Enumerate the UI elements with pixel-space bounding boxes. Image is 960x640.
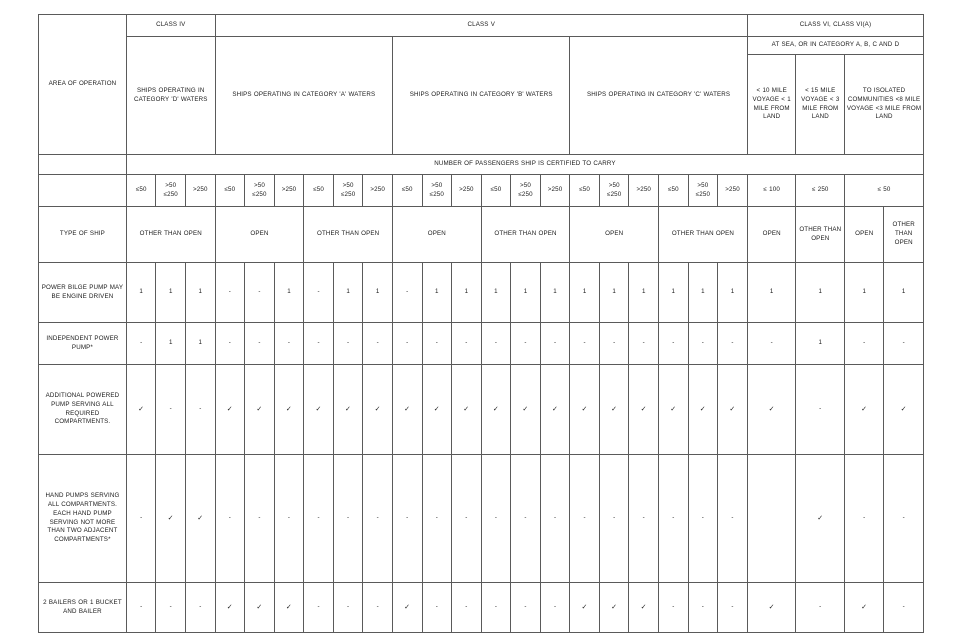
data-cell: - xyxy=(363,455,393,583)
data-cell: - xyxy=(245,455,275,583)
passenger-header-16: >50 ≤250 xyxy=(599,175,629,207)
table-row xyxy=(39,583,924,633)
data-cell: - xyxy=(884,323,924,365)
data-cell: - xyxy=(452,455,482,583)
class-header-1: CLASS V xyxy=(215,15,747,37)
data-cell: ✓ xyxy=(570,365,600,455)
data-cell: - xyxy=(659,323,689,365)
data-cell: - xyxy=(363,583,393,633)
type-of-ship-header-6: OTHER THAN OPEN xyxy=(659,207,748,263)
data-cell: ✓ xyxy=(629,583,659,633)
data-cell: - xyxy=(304,583,334,633)
passenger-header-2: >250 xyxy=(186,175,216,207)
data-cell: - xyxy=(215,263,245,323)
table-row xyxy=(39,323,924,365)
type-of-ship-header-0: OTHER THAN OPEN xyxy=(126,207,215,263)
operation-header-4: < 10 MILE VOYAGE < 1 MILE FROM LAND xyxy=(747,55,796,155)
data-cell: 1 xyxy=(363,263,393,323)
data-cell: 1 xyxy=(156,323,186,365)
data-cell: ✓ xyxy=(392,583,422,633)
data-cell: - xyxy=(718,455,748,583)
data-cell: ✓ xyxy=(688,365,718,455)
data-cell: - xyxy=(570,455,600,583)
data-cell: - xyxy=(796,583,845,633)
data-cell: 1 xyxy=(884,263,924,323)
data-cell: ✓ xyxy=(274,365,304,455)
type-of-ship-header-8: OTHER THAN OPEN xyxy=(796,207,845,263)
data-cell: 1 xyxy=(796,323,845,365)
passenger-header-0: ≤50 xyxy=(126,175,156,207)
data-cell: ✓ xyxy=(126,365,156,455)
data-cell: - xyxy=(452,323,482,365)
passenger-header-5: >250 xyxy=(274,175,304,207)
table-row xyxy=(39,365,924,455)
data-cell: 1 xyxy=(747,263,796,323)
data-cell: - xyxy=(747,323,796,365)
table-row xyxy=(39,263,924,323)
data-cell: 1 xyxy=(659,263,689,323)
data-cell: 1 xyxy=(570,263,600,323)
type-of-ship-header-1: OPEN xyxy=(215,207,304,263)
data-cell: - xyxy=(884,455,924,583)
data-cell: - xyxy=(156,365,186,455)
data-cell: 1 xyxy=(688,263,718,323)
data-cell: ✓ xyxy=(747,583,796,633)
data-cell: ✓ xyxy=(570,583,600,633)
data-cell: ✓ xyxy=(629,365,659,455)
data-cell: ✓ xyxy=(333,365,363,455)
data-cell xyxy=(747,455,796,583)
table-row xyxy=(39,455,924,583)
type-of-ship-header-9: OPEN xyxy=(845,207,884,263)
data-cell: 1 xyxy=(481,263,511,323)
data-cell: ✓ xyxy=(245,583,275,633)
data-cell: - xyxy=(511,455,541,583)
passenger-header-8: >250 xyxy=(363,175,393,207)
data-cell: - xyxy=(126,583,156,633)
type-of-ship-header-10: OTHER THAN OPEN xyxy=(884,207,924,263)
row-label: INDEPENDENT POWER PUMP* xyxy=(39,323,127,365)
data-cell: - xyxy=(333,323,363,365)
data-cell: - xyxy=(629,323,659,365)
passenger-header-23: ≤ 50 xyxy=(845,175,924,207)
data-cell: ✓ xyxy=(215,583,245,633)
data-cell: - xyxy=(422,455,452,583)
data-cell: - xyxy=(186,365,216,455)
type-of-ship-header-5: OPEN xyxy=(570,207,659,263)
passenger-header-10: >50 ≤250 xyxy=(422,175,452,207)
type-of-ship-header-4: OTHER THAN OPEN xyxy=(481,207,570,263)
data-cell: ✓ xyxy=(452,365,482,455)
passenger-header-11: >250 xyxy=(452,175,482,207)
data-cell: ✓ xyxy=(363,365,393,455)
row-label: 2 BAILERS OR 1 BUCKET AND BAILER xyxy=(39,583,127,633)
data-cell: 1 xyxy=(186,263,216,323)
bilge-pump-requirements-table xyxy=(38,14,924,633)
data-cell: - xyxy=(540,323,570,365)
data-cell: - xyxy=(245,323,275,365)
data-cell: - xyxy=(333,583,363,633)
data-cell: - xyxy=(481,583,511,633)
data-cell: - xyxy=(304,455,334,583)
data-cell: ✓ xyxy=(599,365,629,455)
operation-header-5: < 15 MILE VOYAGE < 3 MILE FROM LAND xyxy=(796,55,845,155)
data-cell: - xyxy=(452,583,482,633)
class-header-row xyxy=(39,15,924,37)
data-cell: - xyxy=(186,583,216,633)
data-cell: - xyxy=(392,455,422,583)
data-cell: - xyxy=(392,263,422,323)
data-cell: - xyxy=(274,323,304,365)
data-cell: - xyxy=(540,455,570,583)
passenger-header-9: ≤50 xyxy=(392,175,422,207)
data-cell: - xyxy=(392,323,422,365)
data-cell: - xyxy=(659,455,689,583)
operation-header-2: SHIPS OPERATING IN CATEGORY 'B' WATERS xyxy=(392,37,569,155)
data-cell: - xyxy=(215,455,245,583)
data-cell: - xyxy=(126,323,156,365)
data-cell: - xyxy=(599,323,629,365)
data-cell: 1 xyxy=(452,263,482,323)
data-cell: 1 xyxy=(599,263,629,323)
data-cell: - xyxy=(688,583,718,633)
blank-corner-cell-2 xyxy=(39,175,127,207)
data-cell: ✓ xyxy=(884,365,924,455)
passenger-header-15: ≤50 xyxy=(570,175,600,207)
data-cell: - xyxy=(570,323,600,365)
data-cell: - xyxy=(215,323,245,365)
passenger-header-22: ≤ 250 xyxy=(796,175,845,207)
data-cell: ✓ xyxy=(540,365,570,455)
data-cell: ✓ xyxy=(481,365,511,455)
data-cell: - xyxy=(599,455,629,583)
operation-header-0: SHIPS OPERATING IN CATEGORY 'D' WATERS xyxy=(126,37,215,155)
data-cell: 1 xyxy=(629,263,659,323)
operation-header-3: SHIPS OPERATING IN CATEGORY 'C' WATERS xyxy=(570,37,748,155)
data-cell: ✓ xyxy=(156,455,186,583)
data-cell: - xyxy=(481,455,511,583)
data-cell: 1 xyxy=(156,263,186,323)
data-cell: ✓ xyxy=(796,455,845,583)
data-cell: - xyxy=(718,583,748,633)
data-cell: ✓ xyxy=(511,365,541,455)
data-cell: - xyxy=(796,365,845,455)
data-cell: ✓ xyxy=(304,365,334,455)
data-cell: - xyxy=(718,323,748,365)
data-cell: 1 xyxy=(845,263,884,323)
data-cell: - xyxy=(511,583,541,633)
data-cell: - xyxy=(304,263,334,323)
passenger-header-20: >250 xyxy=(718,175,748,207)
passenger-header-19: >50 ≤250 xyxy=(688,175,718,207)
data-cell: - xyxy=(156,583,186,633)
blank-corner-cell xyxy=(39,155,127,175)
passenger-header-6: ≤50 xyxy=(304,175,334,207)
data-cell: - xyxy=(688,323,718,365)
data-cell: - xyxy=(481,323,511,365)
data-cell: 1 xyxy=(540,263,570,323)
data-cell: ✓ xyxy=(599,583,629,633)
data-cell: ✓ xyxy=(422,365,452,455)
passenger-header-7: >50 ≤250 xyxy=(333,175,363,207)
passenger-header-4: >50 ≤250 xyxy=(245,175,275,207)
data-cell: ✓ xyxy=(392,365,422,455)
data-cell: 1 xyxy=(511,263,541,323)
data-cell: ✓ xyxy=(747,365,796,455)
at-sea-header-row xyxy=(39,37,924,55)
data-cell: 1 xyxy=(796,263,845,323)
area-of-operation-label: AREA OF OPERATION xyxy=(39,15,127,155)
data-cell: ✓ xyxy=(659,365,689,455)
data-cell: - xyxy=(363,323,393,365)
data-cell: - xyxy=(274,455,304,583)
row-label: HAND PUMPS SERVING ALL COMPARTMENTS. EACH HAND PUMP SERVING NOT MORE THAN TWO ADJACENT COMPARTMENTS* xyxy=(39,455,127,583)
passenger-header-21: ≤ 100 xyxy=(747,175,796,207)
data-cell: - xyxy=(126,455,156,583)
data-cell: 1 xyxy=(718,263,748,323)
passengers-banner: NUMBER OF PASSENGERS SHIP IS CERTIFIED TO CARRY xyxy=(126,155,923,175)
passenger-count-row xyxy=(39,175,924,207)
class-header-2: CLASS VI, CLASS VI(A) xyxy=(747,15,923,37)
passenger-header-17: >250 xyxy=(629,175,659,207)
passenger-header-13: >50 ≤250 xyxy=(511,175,541,207)
data-cell: - xyxy=(884,583,924,633)
type-of-ship-row xyxy=(39,207,924,263)
data-cell: 1 xyxy=(422,263,452,323)
type-of-ship-header-2: OTHER THAN OPEN xyxy=(304,207,393,263)
passenger-header-18: ≤50 xyxy=(659,175,689,207)
operation-header-1: SHIPS OPERATING IN CATEGORY 'A' WATERS xyxy=(215,37,392,155)
data-cell: ✓ xyxy=(245,365,275,455)
type-of-ship-label: TYPE OF SHIP xyxy=(39,207,127,263)
passenger-header-1: >50 ≤250 xyxy=(156,175,186,207)
data-cell: - xyxy=(511,323,541,365)
requirements-table-sheet xyxy=(38,14,924,632)
data-cell: - xyxy=(422,323,452,365)
passenger-header-3: ≤50 xyxy=(215,175,245,207)
operation-header-6: TO ISOLATED COMMUNITIES <8 MILE VOYAGE <3 MILE FROM LAND xyxy=(845,55,924,155)
data-cell: - xyxy=(845,323,884,365)
type-of-ship-header-3: OPEN xyxy=(392,207,481,263)
data-cell: - xyxy=(333,455,363,583)
passengers-banner-row xyxy=(39,155,924,175)
class-header-0: CLASS IV xyxy=(126,15,215,37)
data-cell: - xyxy=(422,583,452,633)
data-cell: 1 xyxy=(126,263,156,323)
type-of-ship-header-7: OPEN xyxy=(747,207,796,263)
data-cell: ✓ xyxy=(845,365,884,455)
data-cell: 1 xyxy=(186,323,216,365)
row-label: POWER BILGE PUMP MAY BE ENGINE DRIVEN xyxy=(39,263,127,323)
data-cell: ✓ xyxy=(274,583,304,633)
passenger-header-14: >250 xyxy=(540,175,570,207)
data-cell: ✓ xyxy=(186,455,216,583)
data-cell: - xyxy=(659,583,689,633)
data-cell: - xyxy=(540,583,570,633)
data-cell: ✓ xyxy=(718,365,748,455)
row-label: ADDITIONAL POWERED PUMP SERVING ALL REQUIRED COMPARTMENTS. xyxy=(39,365,127,455)
at-sea-header: AT SEA, OR IN CATEGORY A, B, C AND D xyxy=(747,37,923,55)
data-cell: - xyxy=(304,323,334,365)
data-cell: ✓ xyxy=(845,583,884,633)
data-cell: - xyxy=(688,455,718,583)
data-cell: ✓ xyxy=(215,365,245,455)
data-cell: - xyxy=(245,263,275,323)
data-cell: - xyxy=(845,455,884,583)
data-cell: 1 xyxy=(333,263,363,323)
data-cell: 1 xyxy=(274,263,304,323)
passenger-header-12: ≤50 xyxy=(481,175,511,207)
data-cell: - xyxy=(629,455,659,583)
